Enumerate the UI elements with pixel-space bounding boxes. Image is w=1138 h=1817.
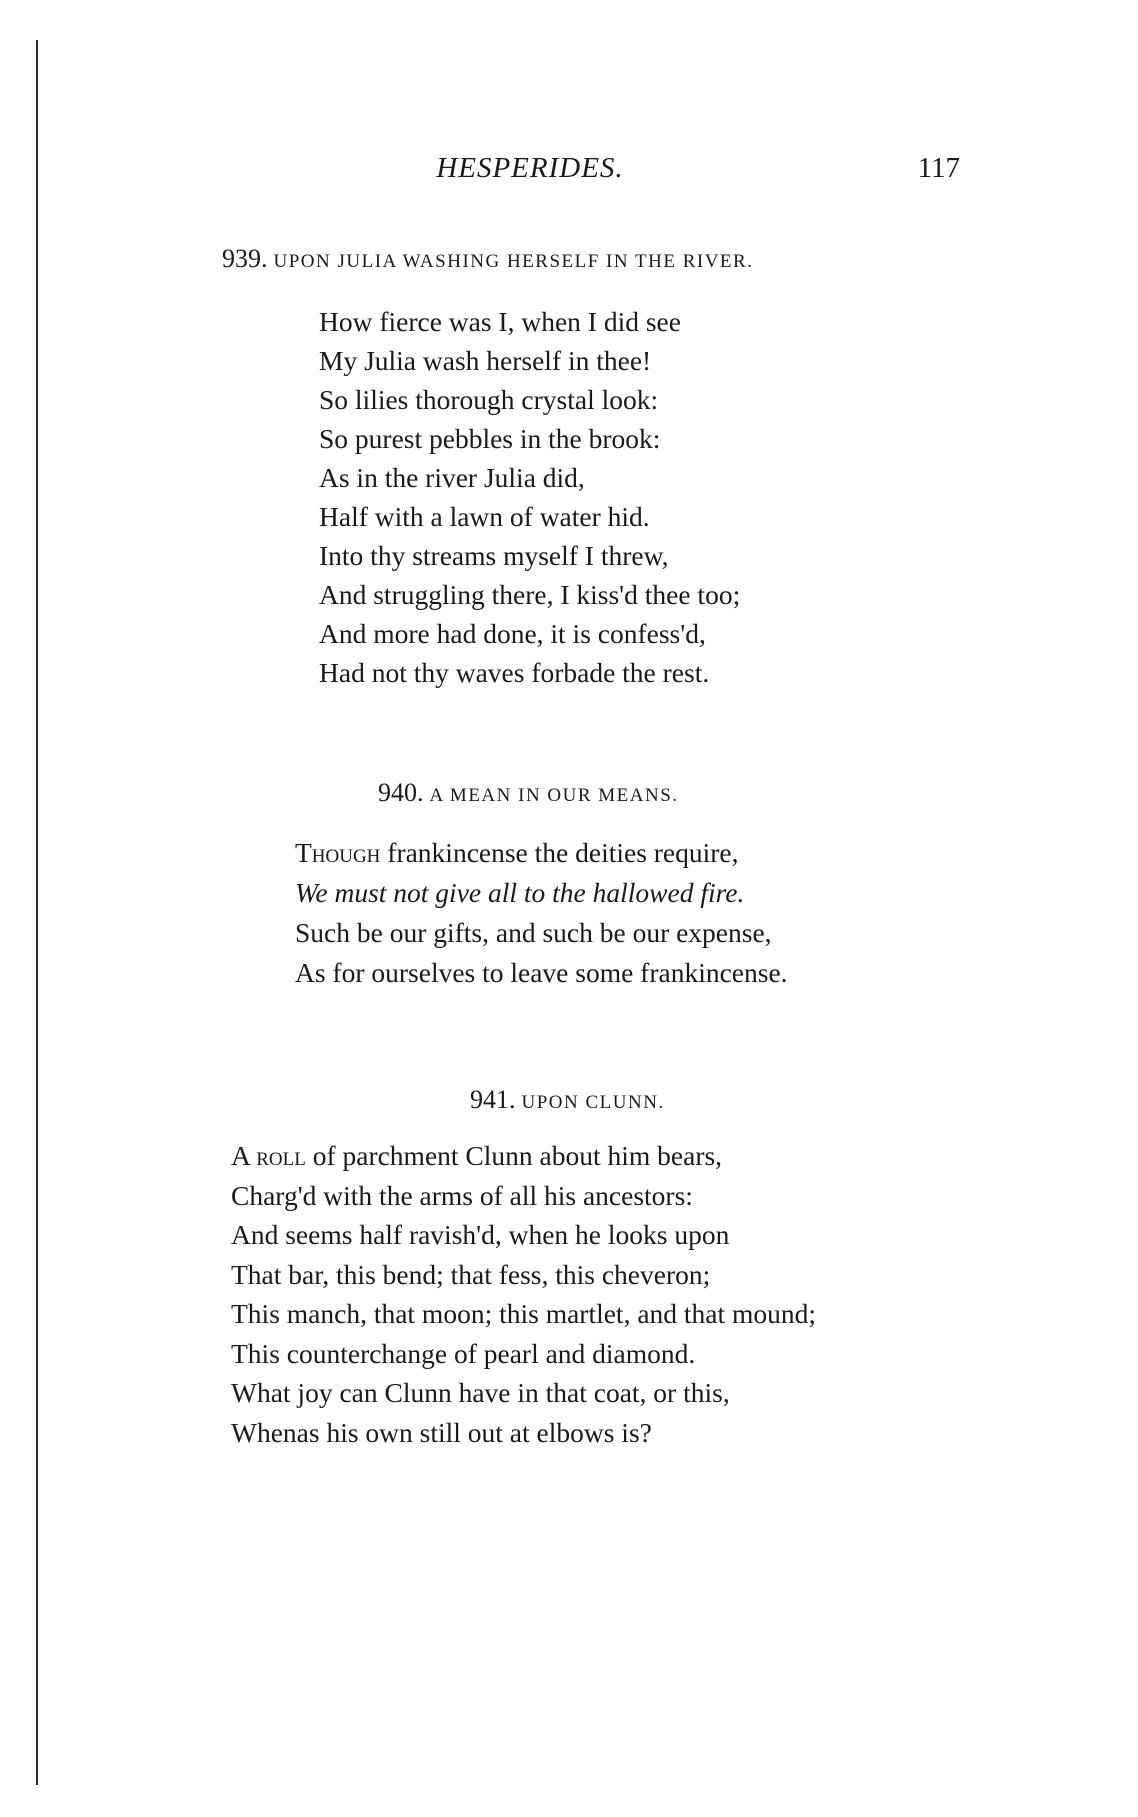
- poem-number: 940.: [378, 778, 424, 807]
- line-rest: frankincense the deities require,: [380, 837, 739, 868]
- initial-word: roll: [256, 1140, 306, 1171]
- poem-title-text: A MEAN IN OUR MEANS.: [429, 785, 679, 806]
- poem-line: So lilies thorough crystal look:: [319, 384, 659, 415]
- scan-edge-line: [36, 40, 38, 1785]
- poem-line: Such be our gifts, and such be our expense,: [295, 917, 772, 948]
- poem-line: That bar, this bend; that fess, this cheveron;: [231, 1258, 711, 1290]
- poem-title: [222, 244, 753, 277]
- poem-title-text: UPON JULIA WASHING HERSELF IN THE RIVER.: [273, 251, 754, 272]
- page-number: 117: [917, 152, 960, 184]
- poem-lines: [319, 302, 740, 692]
- poem-number: 939.: [222, 244, 268, 273]
- poem-title: [470, 1085, 665, 1118]
- poem-line: What joy can Clunn have in that coat, or this,: [231, 1377, 730, 1408]
- poem-line: So purest pebbles in the brook:: [319, 423, 661, 454]
- running-head: [0, 148, 1138, 188]
- poem-line: [231, 1136, 816, 1176]
- poem-line: [295, 833, 788, 873]
- poem-lines: [295, 833, 788, 993]
- running-title: HESPERIDES.: [436, 152, 624, 184]
- poem-line: Into thy streams myself I threw,: [319, 540, 669, 571]
- line-lead: A: [231, 1140, 257, 1171]
- poem-line: As in the river Julia did,: [319, 462, 585, 493]
- poem-line: Had not thy waves forbade the rest.: [319, 657, 710, 688]
- poem-line: Half with a lawn of water hid.: [319, 501, 650, 532]
- poem-line: How fierce was I, when I did see: [319, 306, 681, 337]
- poem-line: This manch, that moon; this martlet, and that mound;: [231, 1298, 817, 1329]
- poem-line: And seems half ravish'd, when he looks upon: [231, 1219, 730, 1250]
- poem-line: Whenas his own still out at elbows is?: [231, 1416, 652, 1448]
- poem-939: [222, 244, 754, 688]
- poem-line: This counterchange of pearl and diamond.: [231, 1337, 696, 1369]
- poem-line: My Julia wash herself in thee!: [319, 345, 652, 376]
- line-rest: of parchment Clunn about him bears,: [305, 1140, 723, 1171]
- poem-line: And more had done, it is confess'd,: [319, 618, 706, 649]
- poem-line: Charg'd with the arms of all his ancestors:: [231, 1179, 693, 1211]
- poem-line: And struggling there, I kiss'd thee too;: [319, 579, 741, 610]
- poem-number: 941.: [470, 1085, 516, 1114]
- poem-lines: [231, 1136, 816, 1452]
- initial-word: Though: [295, 837, 381, 868]
- poem-title: [378, 778, 679, 811]
- poem-line: As for ourselves to leave some frankincense.: [295, 957, 788, 988]
- poem-title-text: UPON CLUNN.: [521, 1092, 665, 1113]
- poem-line: We must not give all to the hallowed fire.: [295, 877, 745, 908]
